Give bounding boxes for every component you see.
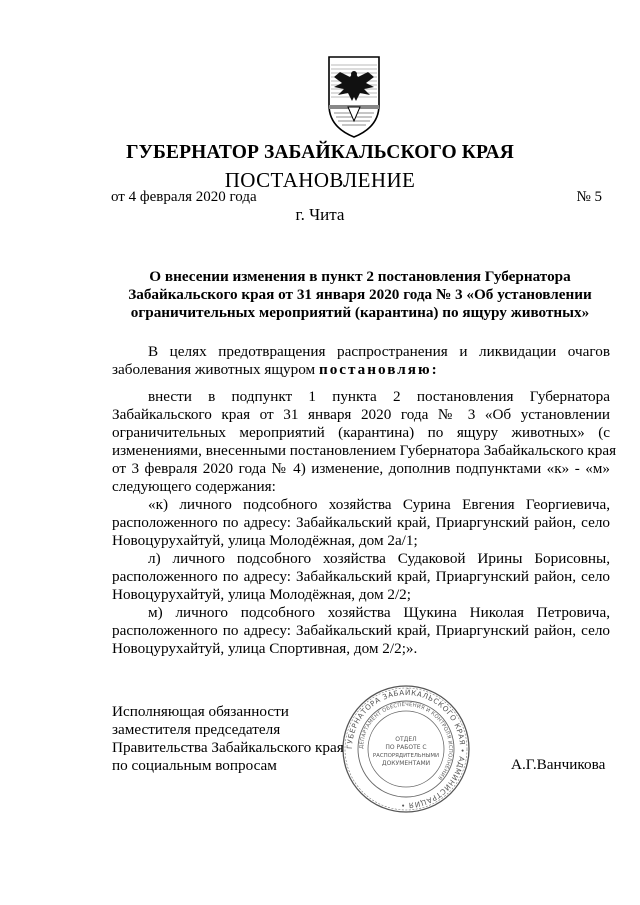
document-number: № 5	[576, 189, 602, 205]
item-l-line: л) личного подсобного хозяйства Судаковой Ирины Борисовны,	[148, 550, 610, 567]
body-line: изменениями, внесенными постановлением Губернатора Забайкальского края	[112, 442, 617, 459]
item-k-line: Новоцурухайтуй, улица Молодёжная, дом 2а/1;	[112, 532, 418, 549]
stamp-outer-ring-text: ГУБЕРНАТОРА ЗАБАЙКАЛЬСКОГО КРАЯ • АДМИНИСТРАЦИЯ •	[344, 687, 468, 811]
official-stamp	[340, 683, 472, 815]
body-line: следующего содержания:	[112, 478, 276, 495]
document-type: ПОСТАНОВЛЕНИЕ	[224, 168, 416, 192]
body-line: внести в подпункт 1 пункта 2 постановления Губернатора	[148, 388, 610, 405]
signatory-position-line: Исполняющая обязанности	[112, 703, 289, 720]
preamble-text: заболевания животных ящуром	[112, 361, 319, 378]
item-m-line: расположенного по адресу: Забайкальский край, Приаргунский район, село	[112, 622, 610, 639]
preamble-line: В целях предотвращения распространения и ликвидации очагов	[148, 343, 610, 360]
stamp-inner-ring-text: ДЕПАРТАМЕНТ ОБЕСПЕЧЕНИЯ И КОНТРОЛЯ ИСПОЛНЕНИЯ	[358, 701, 454, 781]
signatory-position	[112, 703, 344, 775]
document-city: г. Чита	[295, 205, 345, 224]
signatory-position-line: Правительства Забайкальского края	[112, 739, 344, 756]
document-date: от 4 февраля 2020 года	[111, 189, 257, 205]
signatory-name: А.Г.Ванчикова	[511, 756, 606, 773]
resolution-body	[112, 388, 617, 658]
coat-of-arms-icon	[326, 55, 382, 139]
resolution-word: постановляю:	[318, 361, 439, 378]
item-k-line: расположенного по адресу: Забайкальский край, Приаргунский район, село	[112, 514, 610, 531]
item-k-line: «к) личного подсобного хозяйства Сурина Евгения Георгиевича,	[148, 496, 610, 513]
stamp-center-line: ДОКУМЕНТАМИ	[381, 760, 431, 767]
preamble	[112, 343, 610, 379]
stamp-center-line: ОТДЕЛ	[395, 736, 417, 743]
body-line: от 3 февраля 2020 года № 4) изменение, дополнив подпунктами «к» - «м»	[112, 460, 610, 477]
body-line: Забайкальского края от 31 января 2020 года № 3 «Об установлении	[112, 406, 610, 423]
signatory-position-line: по социальным вопросам	[112, 757, 277, 774]
authority-title: ГУБЕРНАТОР ЗАБАЙКАЛЬСКОГО КРАЯ	[126, 142, 514, 163]
subject-line: ограничительных мероприятий (карантина) по ящуру животных»	[130, 304, 590, 321]
stamp-center-line: РАСПОРЯДИТЕЛЬНЫМИ	[372, 753, 440, 759]
item-m-line: Новоцурухайтуй, улица Спортивная, дом 2/2;».	[112, 640, 418, 657]
signatory-position-line: заместителя председателя	[112, 721, 281, 738]
stamp-center-line: ПО РАБОТЕ С	[385, 744, 427, 751]
subject-line: О внесении изменения в пункт 2 постановления Губернатора	[149, 268, 571, 285]
item-l-line: расположенного по адресу: Забайкальский край, Приаргунский район, село	[112, 568, 610, 585]
document-subject	[110, 268, 610, 322]
body-line: ограничительных мероприятий (карантина) по ящуру животных» (с	[112, 424, 610, 441]
preamble-line	[112, 361, 610, 379]
subject-line: Забайкальского края от 31 января 2020 года № 3 «Об установлении	[128, 286, 592, 303]
item-l-line: Новоцурухайтуй, улица Молодёжная, дом 2/2;	[112, 586, 411, 603]
item-m-line: м) личного подсобного хозяйства Щукина Николая Петровича,	[148, 604, 610, 621]
